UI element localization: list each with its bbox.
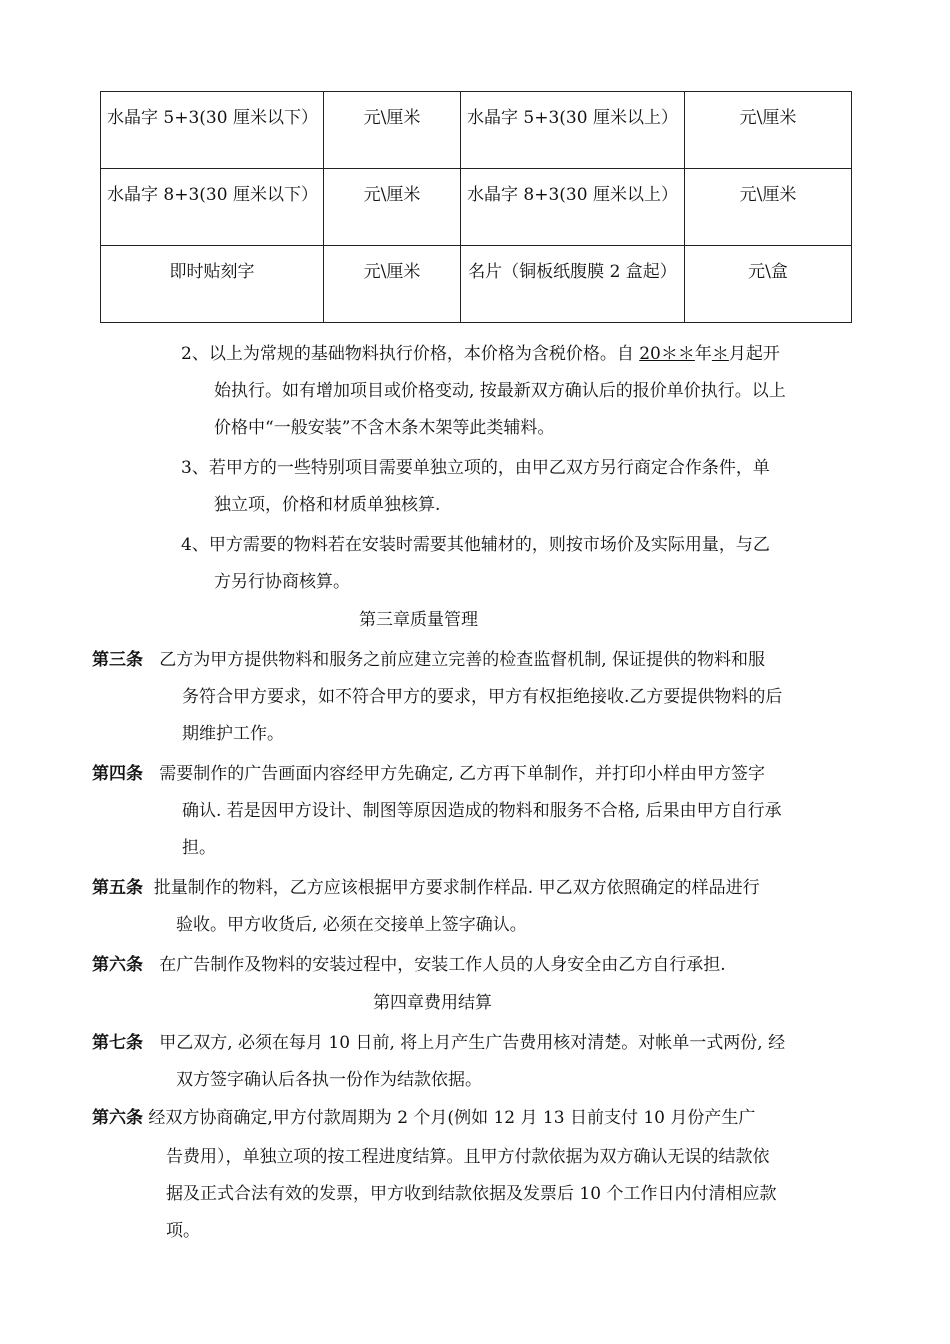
table-cell: 元\厘米 — [324, 92, 461, 169]
article-3-line-3: 期维护工作。 — [182, 724, 284, 744]
article-label: 第三条 — [92, 650, 143, 670]
article-4-line-3: 担。 — [182, 838, 216, 858]
item-2-month-suffix: 月起开 — [728, 344, 780, 364]
article-text: 乙方为甲方提供物料和服务之前应建立完善的检查监督机制, 保证提供的物料和服 — [159, 650, 766, 670]
chapter-4-heading: 第四章费用结算 — [373, 993, 492, 1013]
item-4-line-2: 方另行协商核算。 — [214, 572, 350, 592]
article-label: 第六条 — [92, 955, 143, 975]
article-text: 甲乙双方, 必须在每月 10 日前, 将上月产生广告费用核对清楚。对帐单一式两份, 经 — [159, 1033, 786, 1053]
item-2-year-suffix: 年 — [694, 344, 712, 364]
item-2-line-2: 始执行。如有增加项目或价格变动, 按最新双方确认后的报价单价执行。以上 — [214, 381, 786, 401]
table-row — [101, 92, 852, 169]
article-8-line-1 — [92, 1103, 755, 1128]
table-cell: 水晶字 5+3(30 厘米以上） — [461, 92, 685, 169]
item-2-text: 2、以上为常规的基础物料执行价格，本价格为含税价格。自 — [181, 344, 634, 364]
article-4-line-2: 确认. 若是因甲方设计、制图等原因造成的物料和服务不合格, 后果由甲方自行承 — [182, 801, 782, 821]
article-8-line-2: 告费用），单独立项的按工程进度结算。且甲方付款依据为双方确认无误的结款依 — [166, 1147, 770, 1167]
table-cell: 元\厘米 — [324, 169, 461, 246]
item-3-line-1: 3、若甲方的一些特别项目需要单独立项的，由甲乙双方另行商定合作条件，单 — [181, 458, 770, 478]
item-3-line-2: 独立项，价格和材质单独核算. — [214, 495, 441, 515]
article-4-line-1 — [92, 759, 765, 784]
table-cell: 水晶字 5+3(30 厘米以下） — [101, 92, 324, 169]
article-7-line-2: 双方签字确认后各执一份作为结款依据。 — [176, 1070, 482, 1090]
article-label: 第七条 — [92, 1033, 143, 1053]
price-table — [100, 91, 852, 323]
item-4-line-1: 4、甲方需要的物料若在安装时需要其他辅材的，则按市场价及实际用量，与乙 — [181, 535, 770, 555]
table-cell: 元\厘米 — [324, 246, 461, 323]
table-row — [101, 169, 852, 246]
article-8-line-3: 据及正式合法有效的发票，甲方收到结款依据及发票后 10 个工作日内付清相应款 — [166, 1184, 777, 1204]
item-2-line-1 — [181, 339, 780, 364]
table-cell: 水晶字 8+3(30 厘米以下） — [101, 169, 324, 246]
chapter-3-heading: 第三章质量管理 — [359, 610, 478, 630]
article-8-line-4: 项。 — [166, 1221, 200, 1241]
article-text: 在广告制作及物料的安装过程中，安装工作人员的人身安全由乙方自行承担. — [159, 955, 726, 975]
table-cell: 元\厘米 — [685, 92, 852, 169]
article-3-line-1 — [92, 645, 765, 670]
article-label: 第五条 — [92, 878, 143, 898]
table-cell: 名片（铜板纸腹膜 2 盒起） — [461, 246, 685, 323]
table-cell: 元\厘米 — [685, 169, 852, 246]
article-text: 批量制作的物料，乙方应该根据甲方要求制作样品. 甲乙双方依照确定的样品进行 — [153, 878, 760, 898]
article-text: 需要制作的广告画面内容经甲方先确定, 乙方再下单制作，并打印小样由甲方签字 — [159, 764, 766, 784]
article-3-line-2: 务符合甲方要求，如不符合甲方的要求，甲方有权拒绝接收.乙方要提供物料的后 — [182, 687, 783, 707]
table-cell: 即时贴刻字 — [101, 246, 324, 323]
item-2-month: ＊ — [711, 344, 729, 364]
article-5-line-1 — [92, 873, 760, 898]
article-label: 第六条 — [92, 1108, 143, 1128]
article-text: 经双方协商确定,甲方付款周期为 2 个月(例如 12 月 13 日前支付 10 月份产生广 — [148, 1108, 756, 1128]
article-7-line-1 — [92, 1028, 785, 1053]
article-label: 第四条 — [92, 764, 143, 784]
table-cell: 水晶字 8+3(30 厘米以上） — [461, 169, 685, 246]
table-row — [101, 246, 852, 323]
article-5-line-2: 验收。甲方收货后, 必须在交接单上签字确认。 — [176, 915, 527, 935]
article-6-line-1 — [92, 950, 726, 975]
item-2-line-3: 价格中“一般安装”不含木条木架等此类辅料。 — [214, 418, 555, 438]
table-cell: 元\盒 — [685, 246, 852, 323]
item-2-year: 20＊＊ — [639, 344, 695, 364]
